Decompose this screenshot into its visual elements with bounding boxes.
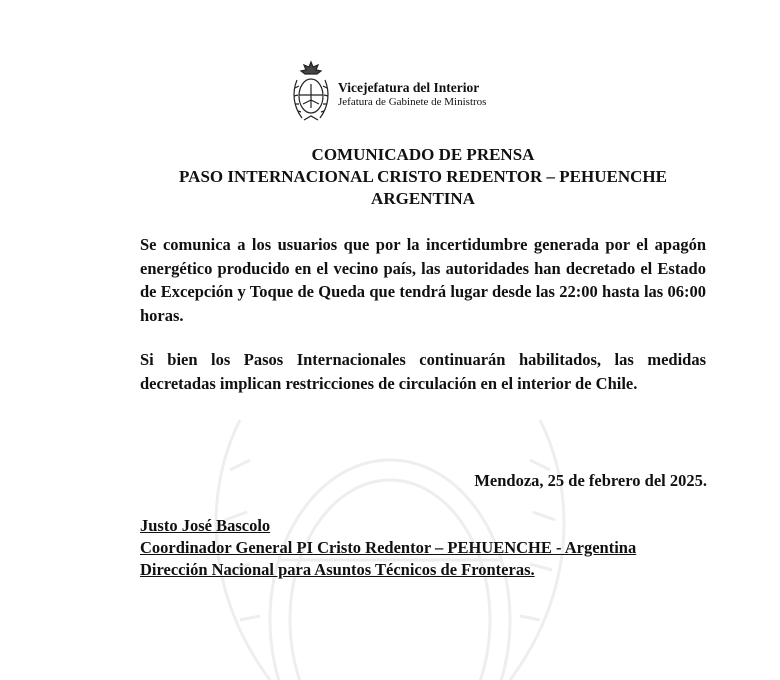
organization-name: Vicejefatura del Interior	[338, 80, 480, 95]
signature-block	[140, 515, 636, 581]
title-line-3: ARGENTINA	[371, 189, 475, 208]
title-line-1: COMUNICADO DE PRENSA	[311, 145, 535, 164]
argentina-coat-of-arms-icon	[290, 58, 332, 124]
document-title	[0, 144, 780, 210]
signatory-office: Dirección Nacional para Asuntos Técnicos de Fronteras.	[140, 560, 535, 579]
organization-subtitle: Jefatura de Gabinete de Ministros	[338, 96, 487, 108]
title-line-2: PASO INTERNACIONAL CRISTO REDENTOR – PEHUENCHE	[179, 167, 667, 186]
body-paragraph-1: Se comunica a los usuarios que por la incertidumbre generada por el apagón energético producido en el vecino país, las autoridades han decretado el Estado de Excepción y Toque de Queda que tendrá lugar desde las 22:00 hasta las 06:00 horas.	[140, 235, 706, 325]
organization-block	[338, 80, 486, 109]
date-line: Mendoza, 25 de febrero del 2025.	[474, 471, 707, 490]
signatory-role: Coordinador General PI Cristo Redentor – PEHUENCHE - Argentina	[140, 538, 637, 557]
body-paragraph-2: Si bien los Pasos Internacionales continuarán habilitados, las medidas decretadas implican restricciones de circulación en el interior de Chile.	[140, 350, 706, 393]
signatory-name: Justo José Bascolo	[140, 516, 271, 535]
